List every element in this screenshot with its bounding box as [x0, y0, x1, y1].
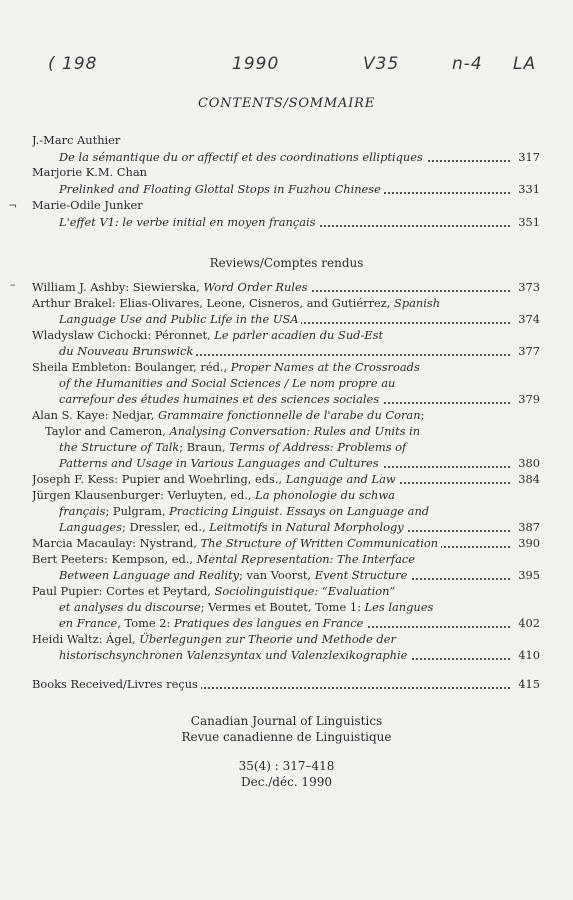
review-entry[interactable]: Joseph F. Kess: Pupier and Woehrling, eds., Language and Law 384 [32, 472, 540, 486]
review-entry[interactable]: Jürgen Klausenburger: Verluyten, ed., La phonologie du schwa [32, 488, 395, 502]
review-entry-continued: Taylor and Cameron, Analysing Conversation: Rules and Units in [45, 424, 421, 438]
page-number: 331 [514, 181, 540, 197]
review-entry[interactable]: Paul Pupier: Cortes et Peytard, Sociolinguistique: “Evaluation” [32, 584, 396, 598]
volume-pages: 35(4) : 317–418 [238, 759, 335, 773]
margin-mark: – [10, 278, 16, 291]
handwritten-note-la: LA [513, 54, 537, 74]
books-received-entry[interactable]: Books Received/Livres reçus 415 [32, 677, 540, 691]
reviews-heading: Reviews/Comptes rendus [209, 256, 364, 270]
page-number: 317 [514, 149, 540, 165]
review-entry-continued: Patterns and Usage in Various Languages and Cultures 380 [59, 456, 540, 470]
article-author: Marie-Odile Junker [32, 198, 143, 212]
review-entry-continued: en France, Tome 2: Pratiques des langues en France 402 [59, 616, 540, 630]
issue-date: Dec./déc. 1990 [241, 775, 332, 789]
handwritten-note-number: n-4 [452, 54, 483, 74]
handwritten-note-v35: V35 [363, 54, 400, 74]
journal-name-en: Canadian Journal of Linguistics [190, 714, 383, 728]
handwritten-note-volume: ( 198 [48, 54, 98, 74]
review-entry-continued: the Structure of Talk; Braun, Terms of Address: Problems of [59, 440, 407, 454]
article-entry[interactable]: De la sémantique du or affectif et des coordinations elliptiques 317 [59, 150, 540, 164]
journal-name-fr: Revue canadienne de Linguistique [181, 730, 392, 744]
margin-mark: ¬ [8, 199, 18, 212]
review-entry-continued: français; Pulgram, Practicing Linguist. Essays on Language and [59, 504, 430, 518]
article-entry[interactable]: Prelinked and Floating Glottal Stops in Fuzhou Chinese 331 [59, 182, 540, 196]
handwritten-note-year: 1990 [232, 54, 280, 74]
review-entry-continued: carrefour des études humaines et des sciences sociales 379 [59, 392, 540, 406]
review-entry-continued: Between Language and Reality; van Voorst, Event Structure 395 [59, 568, 540, 582]
review-entry-continued: historischsynchronen Valenzsyntax und Valenzlexikographie 410 [59, 648, 540, 662]
review-entry[interactable]: Marcia Macaulay: Nystrand, The Structure of Written Communication 390 [32, 536, 540, 550]
review-entry[interactable]: William J. Ashby: Siewierska, Word Order Rules 373 [32, 280, 540, 294]
article-author: Marjorie K.M. Chan [32, 165, 147, 179]
review-entry[interactable]: Heidi Waltz: Ágel, Überlegungen zur Theorie und Methode der [32, 632, 396, 646]
article-author: J.-Marc Authier [32, 133, 121, 147]
review-entry[interactable]: Alan S. Kaye: Nedjar, Grammaire fonctionnelle de l'arabe du Coran; [32, 408, 425, 422]
review-entry[interactable]: Arthur Brakel: Elias-Olivares, Leone, Cisneros, and Gutiérrez, Spanish [32, 296, 441, 310]
page-number: 351 [514, 214, 540, 230]
review-entry-continued: Language Use and Public Life in the USA 374 [59, 312, 540, 326]
review-entry-continued: et analyses du discourse; Vermes et Boutet, Tome 1: Les langues [59, 600, 434, 614]
article-entry[interactable]: L'effet V1: le verbe initial en moyen français 351 [59, 215, 540, 229]
page-title: CONTENTS/SOMMAIRE [197, 96, 376, 111]
review-entry-continued: of the Humanities and Social Sciences / Le nom propre au [59, 376, 396, 390]
review-entry[interactable]: Wladyslaw Cichocki: Péronnet, Le parler acadien du Sud-Est [32, 328, 384, 342]
review-entry[interactable]: Bert Peeters: Kempson, ed., Mental Representation: The Interface [32, 552, 416, 566]
review-entry[interactable]: Sheila Embleton: Boulanger, réd., Proper Names at the Crossroads [32, 360, 420, 374]
review-entry-continued: Languages; Dressler, ed., Leitmotifs in Natural Morphology 387 [59, 520, 540, 534]
review-entry-continued: du Nouveau Brunswick 377 [59, 344, 540, 358]
